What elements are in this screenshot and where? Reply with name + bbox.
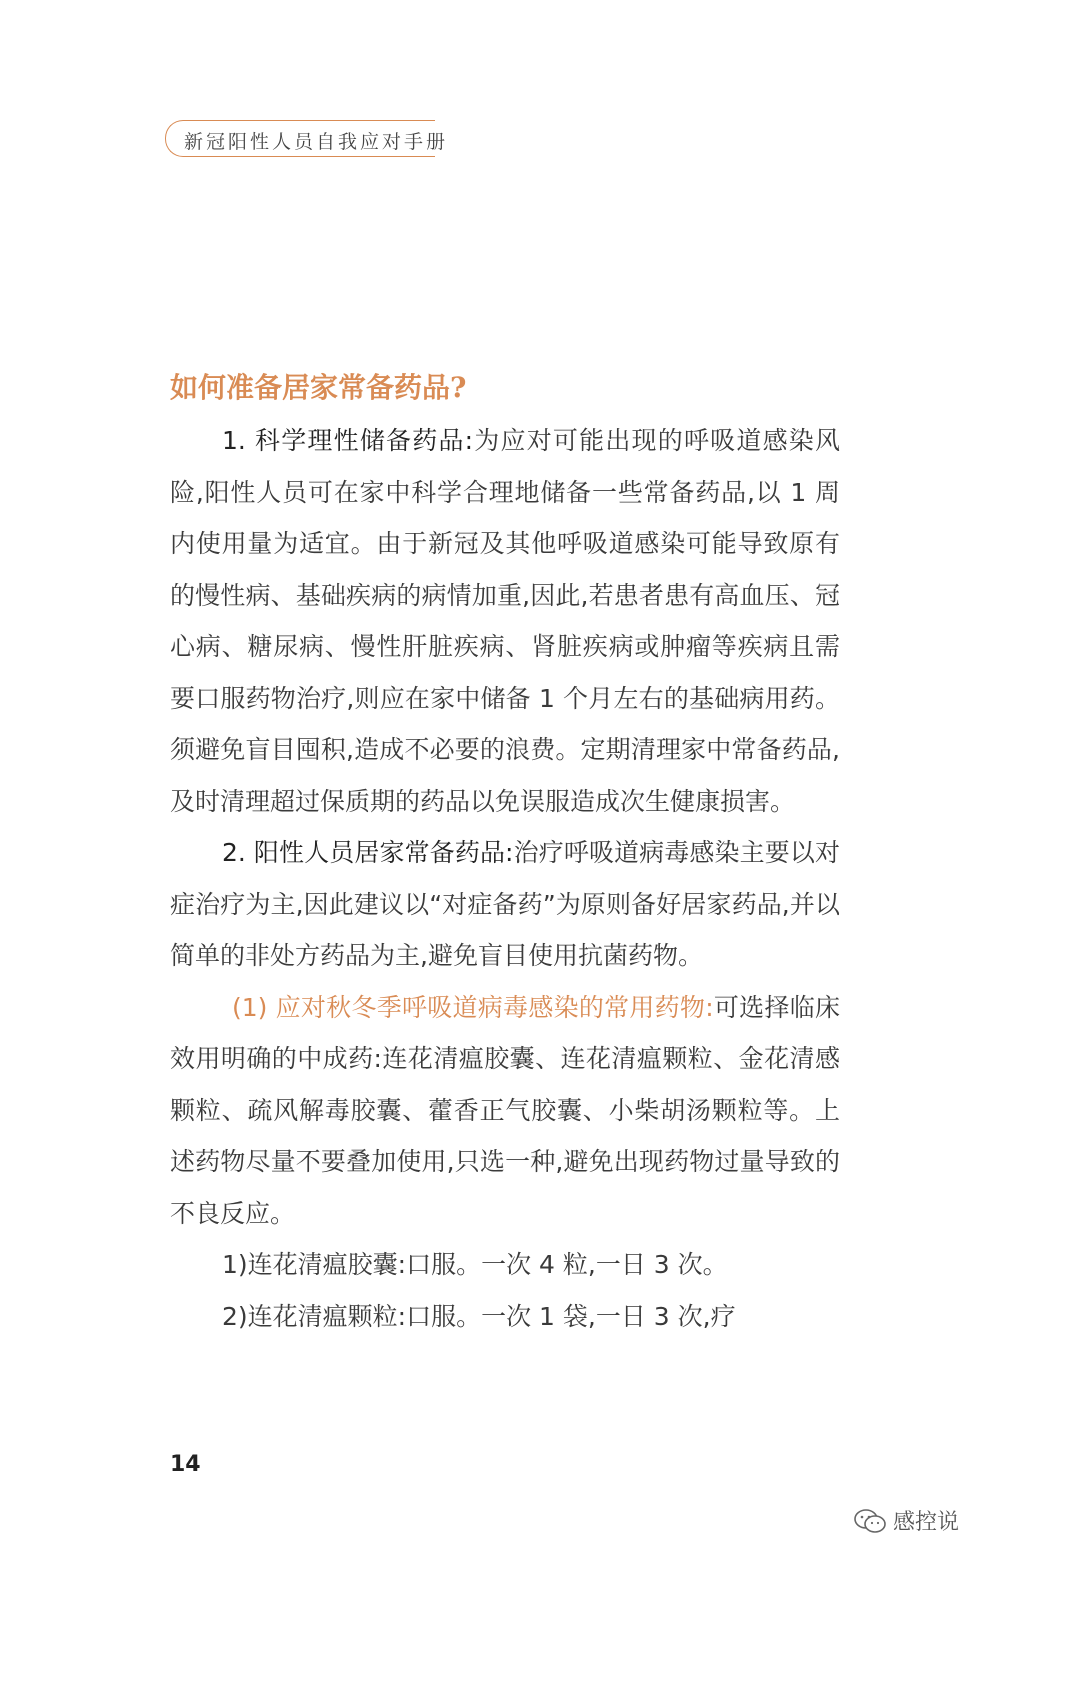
paragraph-1-lead: 1. 科学理性储备药品: <box>222 426 474 455</box>
list-item: 2)连花清瘟颗粒:口服。一次 1 袋,一日 3 次,疗 <box>222 1301 736 1331</box>
paragraph-3-text: 可选择临床效用明确的中成药:连花清瘟胶囊、连花清瘟颗粒、金花清感颗粒、疏风解毒胶囊、藿香正气胶囊、小柴胡汤颗粒等。上述药物尽量不要叠加使用,只选一种,避免出现药物过量导致的不良反应。 <box>170 992 840 1228</box>
section-title: 如何准备居家常备药品? <box>170 371 467 404</box>
paragraph-2-text: 治疗呼吸道病毒感染主要以对症治疗为主,因此建议以“对症备药”为原则备好居家药品,并以简单的非处方药品为主,避免盲目使用抗菌药物。 <box>170 838 840 970</box>
list-item: 1)连花清瘟胶囊:口服。一次 4 粒,一日 3 次。 <box>222 1250 728 1279</box>
watermark-text: 感控说 <box>893 1510 960 1535</box>
book-title: 新冠阳性人员自我应对手册 <box>184 131 449 153</box>
paragraph-3-lead: (1) 应对秋冬季呼吸道病毒感染的常用药物: <box>232 992 714 1022</box>
paragraph-1 <box>170 415 840 827</box>
paragraph-3 <box>170 982 840 1240</box>
book-header <box>165 120 449 157</box>
wechat-icon <box>853 1508 887 1534</box>
paragraph-2 <box>170 827 840 982</box>
body-text <box>170 415 840 1342</box>
watermark <box>853 1505 959 1536</box>
paragraph-2-lead: 2. 阳性人员居家常备药品: <box>222 838 514 867</box>
page-number: 14 <box>170 1452 201 1477</box>
paragraph-1-text: 为应对可能出现的呼吸道感染风险,阳性人员可在家中科学合理地储备一些常备药品,以 1 周内使用量为适宜。由于新冠及其他呼吸道感染可能导致原有的慢性病、基础疾病的病情加重,因此,若患者患有高血压、冠心病、糖尿病、慢性肝脏疾病、肾脏疾病或肿瘤等疾病且需要口服药物治疗,则应在家中储备 1 个月左右的基础病用药。须避免盲目囤积,造成不必要的浪费。定期清理家中常备药品,及时清理超过保质期的药品以免误服造成次生健康损害。 <box>170 426 840 816</box>
